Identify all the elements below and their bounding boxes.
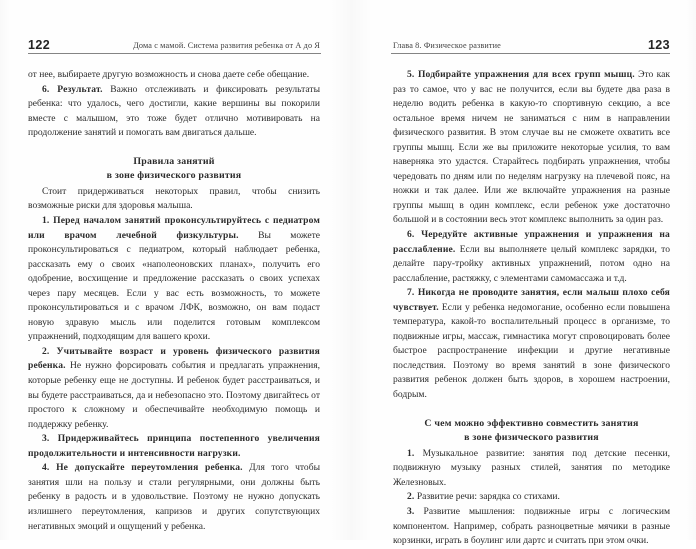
right-section-heading-line1: С чем можно эффективно совместить занятия (424, 417, 639, 429)
paragraph-rule-1-text: Вы можете проконсультироваться с педиатром, который наблюдает ребенка, рассказать ему о своих «наполеоновских планах», получить его одобрение, восхищение и предложение рассказать о своих успехах через пару месяцев. Если у вас есть возможность, то можете проконсультироваться и с врачом ЛФК, возможно, он вам подаст новую здравую мысль или поделится готовым комплексом упражнений, подходящим для вашего крохи. (28, 229, 320, 343)
left-page-body (28, 68, 320, 534)
left-section-heading (28, 155, 320, 184)
paragraph-rule-5-text: Это как раз то самое, что у вас не получится, если вы будете два раза в неделю водить ребенка в какую-то спортивную секцию, а все остальное время ничем не заниматься с ним в направлении физического развития. В этом случае вы не сможете охватить все группы мышц. Если же вы приложите некоторые усилия, то вам наверняка это удастся. Старайтесь подбирать упражнения, чтобы чередовать по дням или по неделям нагрузку на плечевой пояс, на ножки и так далее. Или же включайте упражнения на разные группы мышц в один комплекс, если ребенок уже достаточно большой и в состоянии весь этот комплекс выполнить за один раз. (393, 69, 671, 226)
paragraph-rule-5 (393, 68, 670, 228)
right-section-heading (393, 417, 670, 446)
lead-in-rule-1: 1. Перед началом занятий проконсультируйтесь с педиатром или врачом лечебной физкультуры. (28, 215, 320, 241)
paragraph-rule-result (28, 83, 320, 141)
paragraph-combine-1-text: Музыкальное развитие: занятия под детские песенки, подвижную музыку разных стилей, занятия по методике Железновых. (393, 447, 670, 488)
paragraph-rule-result-text: Важно отслеживать и фиксировать результаты ребенка: что удалось, чего достигли, какие вершины вы покорили вместе с малышом, это тоже будет отлично мотивировать на продолжение занятий и помогать вам двигаться дальше. (28, 83, 320, 139)
paragraph-continued: от нее, выбираете другую возможность и снова даете себе обещание. (28, 69, 310, 80)
lead-in-combine-2: 2. (407, 491, 415, 503)
right-page-number: 123 (647, 37, 670, 52)
left-running-head-title: Дома с мамой. Система развития ребенка от А до Я (133, 40, 320, 50)
left-page (0, 0, 348, 540)
right-running-head (393, 30, 670, 54)
paragraph-combine-2-text: Развитие речи: зарядка со стихами. (414, 491, 560, 503)
left-page-number: 122 (28, 37, 51, 52)
paragraph-rule-6 (393, 228, 670, 286)
paragraph-combine-2 (393, 490, 670, 505)
lead-in-combine-3: 3. (407, 505, 415, 517)
lead-in-rule-6: 6. Чередуйте активные упражнения и упражнения на расслабление. (393, 229, 670, 255)
lead-in-combine-1: 1. (407, 447, 415, 459)
left-section-heading-line1: Правила занятий (133, 155, 215, 167)
paragraph-combine-3 (393, 505, 670, 549)
lead-in-rule-3: 3. Придерживайтесь принципа постепенного увеличения продолжительности и интенсивности нагрузки. (28, 433, 320, 459)
paragraph-rule-7-text: Если у ребенка недомогание, особенно если повышена температура, какой-то воспалительный процесс в организме, то подвижные игры, массаж, гимнастика могут спровоцировать более быстрое распространение инфекции и другие негативные последствия. Поэтому во время занятий в зоне физического развития ребенок должен быть здоров, в хорошем настроении, бодрым. (393, 301, 670, 401)
paragraph-rule-4 (28, 461, 320, 534)
lead-in-rule-2: 2. Учитывайте возраст и уровень физического развития ребенка. (28, 345, 320, 372)
paragraph-rule-2 (28, 345, 320, 432)
right-page (348, 0, 696, 547)
paragraph-rule-3 (28, 432, 320, 461)
left-section-heading-line2: в зоне физического развития (106, 170, 242, 182)
left-running-head (28, 30, 320, 54)
paragraph-rule-6-text: Если вы выполняете целый комплекс зарядки, то делайте пару-тройку активных упражнений, потом одно на расслабление, растяжку, с элементами самомассажа и т.д. (393, 243, 670, 284)
paragraph-combine-3-text: Развитие мышления: подвижные игры с логическим компонентом. Например, собрать разноцветные мячики в разные корзинки, играть в боулинг или дартс и считать при этом очки. (393, 505, 670, 547)
right-running-head-title: Глава 8. Физическое развитие (393, 40, 501, 50)
lead-in-rule-5: 5. Подбирайте упражнения для всех групп мышц. (407, 69, 635, 80)
paragraph-rule-2-text: Не нужно форсировать события и предлагать упражнения, которые ребенку еще не доступны. И ребенок будет расстраиваться, и вы будете расстраиваться, да и небезопасно это. Поэтому двигайтесь от простого к сложному и обеспечивайте необходимую помощь и поддержку ребенку. (28, 360, 320, 430)
right-section-heading-line2: в зоне физического развития (464, 432, 599, 444)
paragraph-combine-1 (393, 447, 670, 491)
paragraph-rule-1 (28, 214, 320, 345)
paragraph-rule-4-text: Для того чтобы занятия шли на пользу и стали регулярными, они должны быть ребенку в радость и в удовольствие. Поэтому не нужно допускать излишнего переутомления, капризов и других сопутствующих негативных эмоций и ощущений у ребенка. (28, 462, 320, 532)
lead-in-rule-4: 4. Не допускайте переутомления ребенка. (42, 462, 243, 474)
lead-in-result: 6. Результат. (42, 83, 103, 95)
lead-in-rule-7: 7. Никогда не проводите занятия, если малыш плохо себя чувствует. (393, 287, 670, 313)
paragraph-rule-7 (393, 286, 670, 402)
paragraph-rules-intro: Стоит придерживаться некоторых правил, чтобы снизить возможные риски для здоровья малыша. (28, 185, 320, 212)
right-page-body (393, 68, 670, 549)
